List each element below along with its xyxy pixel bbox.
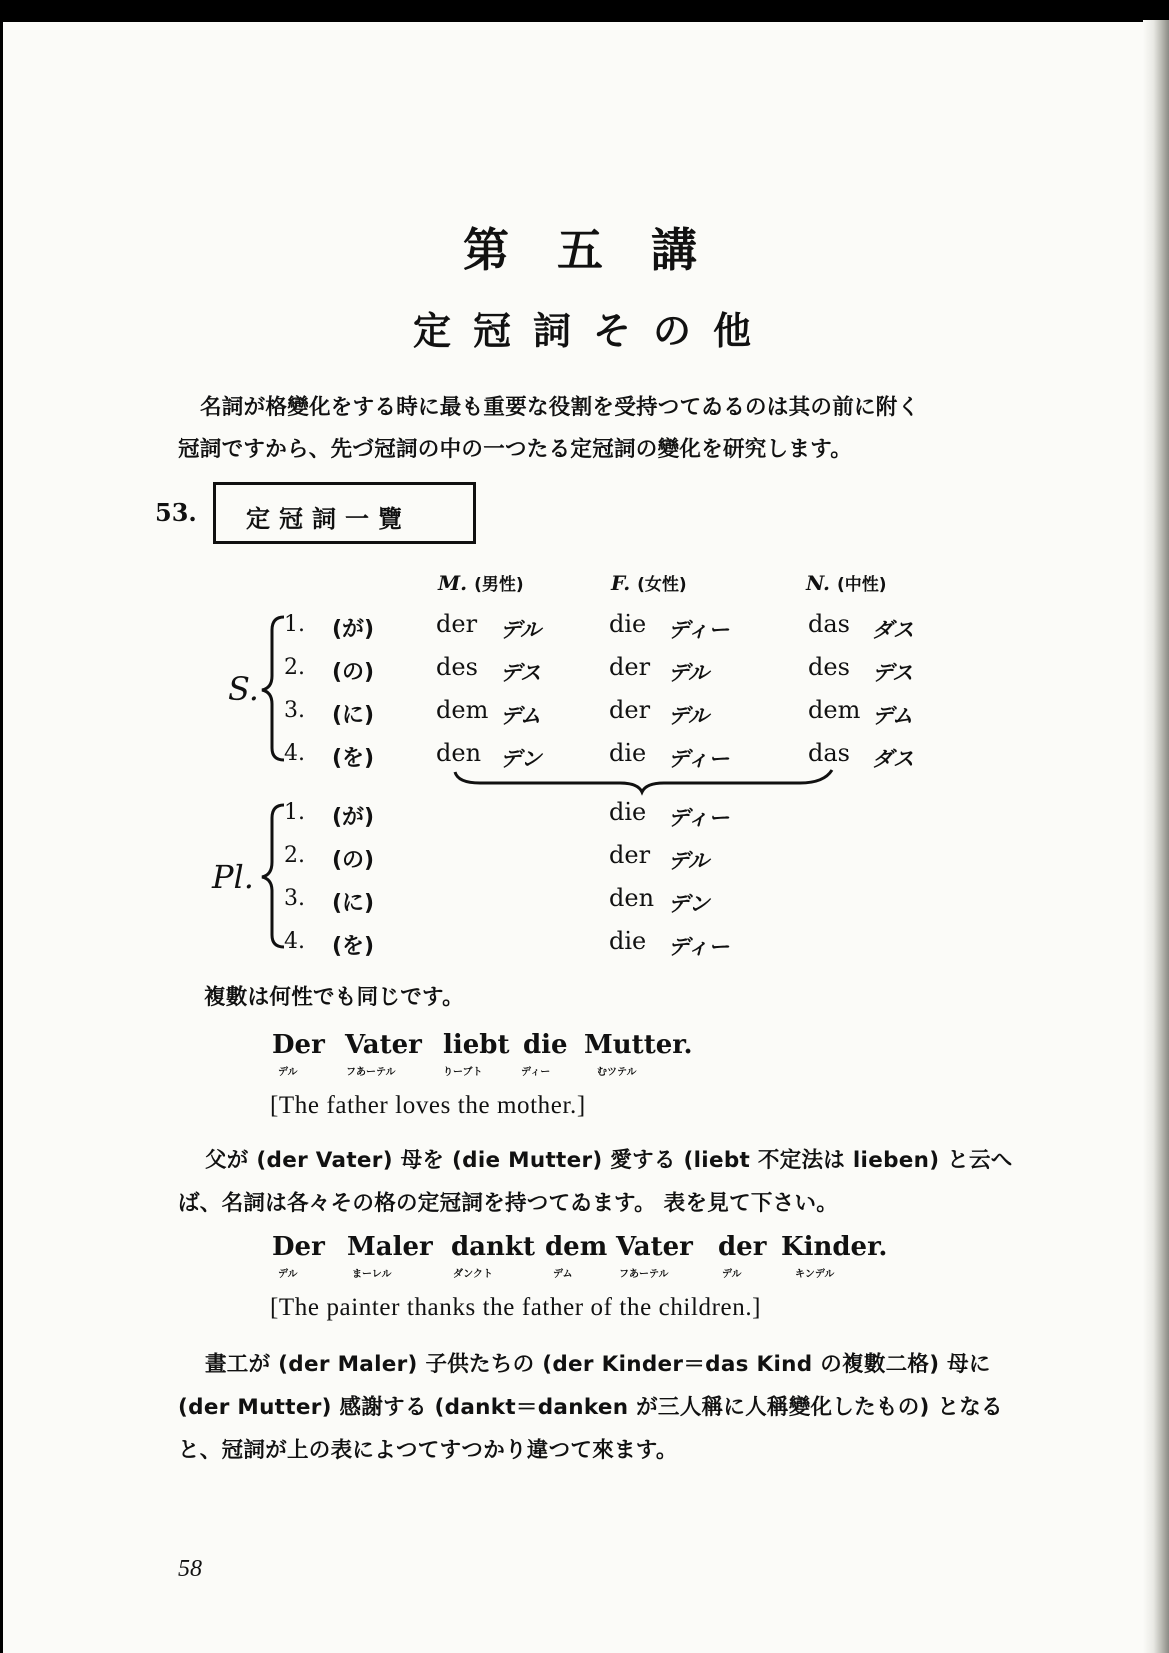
column-label: (男性)	[474, 575, 524, 595]
kana-neuter: デム	[872, 704, 913, 728]
case-marker: (の)	[332, 848, 375, 873]
example-reading: デル	[722, 1269, 742, 1280]
case-marker: (が)	[332, 617, 375, 642]
example-reading: デル	[278, 1067, 298, 1078]
row-number: 4.	[284, 741, 305, 766]
article-neuter: das	[808, 739, 850, 767]
example-reading: デム	[553, 1269, 573, 1280]
kana-masculine: デス	[500, 661, 542, 685]
kana-feminine: デル	[668, 704, 709, 728]
example-reading: ディー	[521, 1067, 551, 1078]
example-word: dem	[545, 1232, 608, 1262]
kana-neuter: デス	[872, 661, 914, 685]
article-masculine: des	[436, 653, 478, 681]
kana-feminine: ディー	[668, 618, 730, 642]
example-word: Der	[272, 1030, 325, 1060]
article-neuter: dem	[808, 696, 861, 724]
example-reading: ダンクト	[453, 1269, 493, 1280]
column-letter: M.	[438, 571, 468, 595]
column-letter: F.	[611, 571, 631, 595]
singular-label: S.	[228, 670, 259, 708]
row-number: 1.	[284, 612, 305, 637]
kana-feminine: デル	[668, 661, 709, 685]
singular-brace	[262, 617, 284, 760]
plural-label: Pl.	[212, 858, 254, 896]
article-feminine: der	[609, 696, 651, 724]
example-word: Der	[272, 1232, 325, 1262]
kana-masculine: デム	[500, 704, 541, 728]
article-plural: der	[609, 841, 651, 869]
example-word: der	[718, 1232, 767, 1262]
example-word: Kinder.	[781, 1232, 888, 1262]
kana-neuter: ダス	[872, 747, 914, 771]
example-word: liebt	[443, 1030, 510, 1060]
example-translation-1: [The father loves the mother.]	[270, 1092, 586, 1119]
plural-brace	[262, 805, 284, 947]
case-marker: (に)	[332, 891, 375, 916]
example-reading: りーブト	[443, 1067, 483, 1078]
example-reading: むツテル	[597, 1067, 637, 1078]
article-masculine: der	[436, 610, 478, 638]
case-marker: (が)	[332, 805, 375, 830]
chapter-subtitle: 定冠詞その他	[413, 308, 774, 353]
explanation-2-line-2: (der Mutter) 感謝する (dankt＝danken が三人稱に人稱變化したもの) となる	[178, 1395, 1003, 1420]
kana-plural: ディー	[668, 806, 730, 830]
row-number: 4.	[284, 929, 305, 954]
example-word: Vater	[616, 1232, 693, 1262]
article-plural: die	[609, 798, 647, 826]
row-number: 3.	[284, 886, 305, 911]
row-number: 1.	[284, 800, 305, 825]
article-plural: den	[609, 884, 655, 912]
case-marker: (を)	[332, 934, 375, 959]
article-masculine: dem	[436, 696, 489, 724]
example-word: Mutter.	[584, 1030, 693, 1060]
example-word: Vater	[345, 1030, 422, 1060]
under-brace	[455, 770, 832, 792]
case-marker: (に)	[332, 703, 375, 728]
intro-line-1: 名詞が格變化をする時に最も重要な役割を受持つてゐるのは其の前に附く	[200, 395, 920, 420]
explanation-2-line-1: 畫工が (der Maler) 子供たちの (der Kinder＝das Kind の複數二格) 母に	[205, 1352, 991, 1377]
section-number: 53.	[155, 498, 197, 527]
article-neuter: das	[808, 610, 850, 638]
example-word: die	[523, 1030, 568, 1060]
kana-plural: ディー	[668, 935, 730, 959]
example-reading: デル	[278, 1269, 298, 1280]
example-translation-2: [The painter thanks the father of the children.]	[270, 1294, 762, 1321]
example-reading: まーレル	[352, 1269, 392, 1280]
kana-neuter: ダス	[872, 618, 914, 642]
example-reading: フあーテル	[346, 1067, 396, 1078]
explanation-1-line-1: 父が (der Vater) 母を (die Mutter) 愛する (liebt 不定法は lieben) と云へ	[205, 1148, 1013, 1173]
example-reading: フあーテル	[619, 1269, 669, 1280]
column-label: (女性)	[637, 575, 687, 595]
column-letter: N.	[806, 571, 830, 595]
example-word: dankt	[451, 1232, 535, 1262]
article-feminine: die	[609, 610, 647, 638]
kana-masculine: デン	[500, 747, 542, 771]
explanation-1-line-2: ば、名詞は各々その格の定冠詞を持つてゐます。 表を見て下さい。	[178, 1191, 839, 1216]
section-title: 定冠詞一覽	[246, 505, 411, 533]
row-number: 2.	[284, 655, 305, 680]
article-feminine: der	[609, 653, 651, 681]
page-number: 58	[178, 1556, 202, 1582]
explanation-2-line-3: と、冠詞が上の表によつてすつかり違つて來ます。	[178, 1438, 678, 1463]
column-label: (中性)	[836, 575, 887, 595]
row-number: 2.	[284, 843, 305, 868]
plural-note: 複數は何性でも同じです。	[204, 985, 464, 1010]
intro-line-2: 冠詞ですから、先づ冠詞の中の一つたる定冠詞の變化を研究します。	[178, 437, 853, 462]
row-number: 3.	[284, 698, 305, 723]
kana-masculine: デル	[500, 618, 541, 642]
article-masculine: den	[436, 739, 482, 767]
kana-feminine: ディー	[668, 747, 730, 771]
case-marker: (の)	[332, 660, 375, 685]
example-word: Maler	[347, 1232, 433, 1262]
article-feminine: die	[609, 739, 647, 767]
chapter-title: 第五講	[463, 223, 745, 277]
article-neuter: des	[808, 653, 850, 681]
kana-plural: デン	[668, 892, 710, 916]
case-marker: (を)	[332, 746, 375, 771]
kana-plural: デル	[668, 849, 709, 873]
example-reading: キンデル	[795, 1269, 835, 1280]
article-plural: die	[609, 927, 647, 955]
